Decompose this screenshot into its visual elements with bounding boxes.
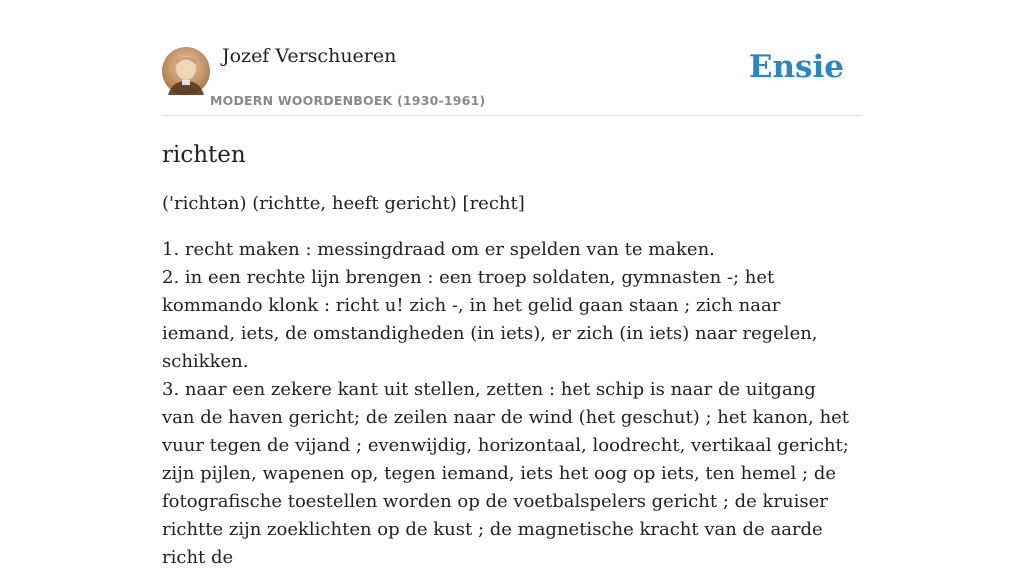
ensie-logo[interactable]: Ensie xyxy=(748,49,844,85)
definition-3: 3. naar een zekere kant uit stellen, zetten : het schip is naar de uitgang van de haven gericht; de zeilen naar de wind (het geschut) ; het kanon, het vuur tegen de vijand ; evenwijdig, horizontaal, loodrecht, vertikaal gericht; zijn pijlen, wapenen op, tegen iemand, iets het oog op iets, ten hemel ; de fotografische toestellen worden op de voetbalspelers gericht ; de kruiser richtte zijn zoeklichten op de kust ; de magnetische kracht van de aarde richt de xyxy=(162,379,850,568)
definition-2: 2. in een rechte lijn brengen : een troep soldaten, gymnasten -; het kommando klonk : richt u! zich -, in het gelid gaan staan ; zich naar iemand, iets, de omstandigheden (in iets), er zich (in iets) naar regelen, schikken. xyxy=(162,267,818,372)
author-avatar[interactable] xyxy=(162,47,210,95)
entry-term: richten xyxy=(162,142,246,168)
entry-header xyxy=(162,44,862,116)
portrait-icon xyxy=(162,47,210,95)
definition-1: 1. recht maken : messingdraad om er spelden van te maken. xyxy=(162,239,715,260)
entry-content xyxy=(162,140,852,572)
entry-pronunciation: ('richtən) (richtte, heeft gericht) [recht] xyxy=(162,193,525,214)
author-name[interactable]: Jozef Verschueren xyxy=(222,45,397,67)
source-label[interactable]: MODERN WOORDENBOEK (1930-1961) xyxy=(210,93,486,108)
